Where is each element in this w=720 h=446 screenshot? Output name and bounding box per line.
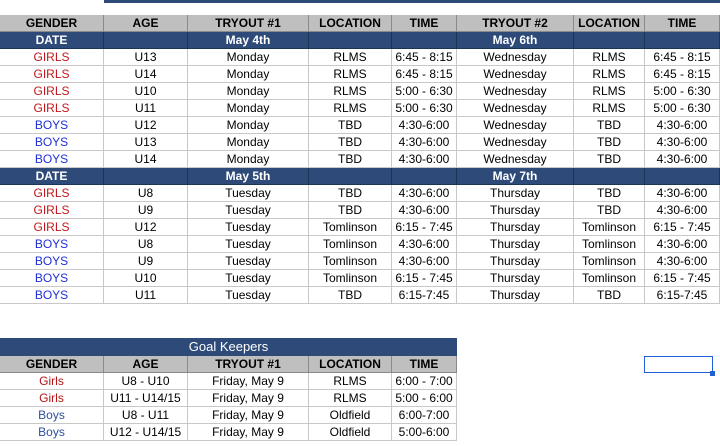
cell-loc[interactable]: Oldfield: [309, 424, 392, 441]
cell-day1[interactable]: Monday: [188, 66, 309, 83]
tryout1-date[interactable]: May 4th: [188, 32, 309, 49]
cell-loc2[interactable]: TBD: [574, 202, 645, 219]
cell-gender[interactable]: Girls: [0, 390, 104, 407]
cell-day1[interactable]: Monday: [188, 117, 309, 134]
cell-time1[interactable]: 4:30-6:00: [392, 151, 457, 168]
cell-gender[interactable]: Boys: [0, 424, 104, 441]
cell-day2[interactable]: Wednesday: [457, 83, 574, 100]
cell-day1[interactable]: Tuesday: [188, 219, 309, 236]
cell-day[interactable]: Friday, May 9: [188, 373, 309, 390]
cell-loc2[interactable]: Tomlinson: [574, 219, 645, 236]
cell-loc[interactable]: RLMS: [309, 390, 392, 407]
cell-time1[interactable]: 4:30-6:00: [392, 185, 457, 202]
cell-time2[interactable]: 4:30-6:00: [645, 151, 720, 168]
cell-age[interactable]: U8 - U10: [104, 373, 188, 390]
cell-age[interactable]: U11 - U14/15: [104, 390, 188, 407]
cell-age[interactable]: U12 - U14/15: [104, 424, 188, 441]
column-header[interactable]: TIME: [392, 356, 457, 373]
tryout1-date[interactable]: May 5th: [188, 168, 309, 185]
cell-loc1[interactable]: Tomlinson: [309, 219, 392, 236]
cell-gender[interactable]: GIRLS: [0, 66, 104, 83]
header-row: [0, 15, 720, 32]
cell-age[interactable]: U11: [104, 100, 188, 117]
cell-day1[interactable]: Monday: [188, 151, 309, 168]
cell-loc1[interactable]: Tomlinson: [309, 253, 392, 270]
cell-loc1[interactable]: Tomlinson: [309, 236, 392, 253]
column-header[interactable]: TRYOUT #1: [188, 15, 309, 32]
cell-gender[interactable]: GIRLS: [0, 100, 104, 117]
tryout2-date[interactable]: May 7th: [457, 168, 574, 185]
cell-gender[interactable]: GIRLS: [0, 202, 104, 219]
table-row: [0, 117, 720, 134]
cell-loc2[interactable]: TBD: [574, 287, 645, 304]
cell-time1[interactable]: 6:45 - 8:15: [392, 49, 457, 66]
cell-time2[interactable]: 6:15-7:45: [645, 287, 720, 304]
cell-loc2[interactable]: RLMS: [574, 66, 645, 83]
band-cell[interactable]: [392, 32, 457, 49]
cell-loc1[interactable]: RLMS: [309, 100, 392, 117]
cell-loc1[interactable]: Tomlinson: [309, 270, 392, 287]
cell-day2[interactable]: Thursday: [457, 185, 574, 202]
cell-age[interactable]: U12: [104, 117, 188, 134]
date-band-row: [0, 168, 720, 185]
column-header[interactable]: GENDER: [0, 15, 104, 32]
cell-day1[interactable]: Tuesday: [188, 287, 309, 304]
cell-gender[interactable]: GIRLS: [0, 49, 104, 66]
cell-time1[interactable]: 4:30-6:00: [392, 253, 457, 270]
cell-loc[interactable]: RLMS: [309, 373, 392, 390]
cell-time1[interactable]: 4:30-6:00: [392, 202, 457, 219]
cell-time2[interactable]: 4:30-6:00: [645, 202, 720, 219]
band-cell[interactable]: [392, 168, 457, 185]
cell-loc2[interactable]: Tomlinson: [574, 236, 645, 253]
cell-day2[interactable]: Wednesday: [457, 134, 574, 151]
band-cell[interactable]: [645, 168, 720, 185]
goalkeepers-row: [0, 407, 720, 424]
cell-time[interactable]: 5:00-6:00: [392, 424, 457, 441]
cell-gender[interactable]: Girls: [0, 373, 104, 390]
table-row: [0, 66, 720, 83]
column-header[interactable]: GENDER: [0, 356, 104, 373]
goalkeepers-title-row: [0, 338, 720, 355]
cell-loc[interactable]: Oldfield: [309, 407, 392, 424]
table-row: [0, 270, 720, 287]
column-header[interactable]: TRYOUT #2: [457, 15, 574, 32]
column-header[interactable]: LOCATION: [309, 15, 392, 32]
cell-time2[interactable]: 6:15 - 7:45: [645, 270, 720, 287]
cell-time2[interactable]: 6:45 - 8:15: [645, 66, 720, 83]
cell-day2[interactable]: Wednesday: [457, 151, 574, 168]
cell-age[interactable]: U8: [104, 236, 188, 253]
cell-day2[interactable]: Thursday: [457, 270, 574, 287]
cell-day2[interactable]: Wednesday: [457, 117, 574, 134]
cell-time1[interactable]: 5:00 - 6:30: [392, 83, 457, 100]
cell-day1[interactable]: Monday: [188, 134, 309, 151]
selected-cell[interactable]: [644, 356, 713, 373]
cell-age[interactable]: U8: [104, 185, 188, 202]
table-row: [0, 49, 720, 66]
cell-time[interactable]: 6:00 - 7:00: [392, 373, 457, 390]
cell-gender[interactable]: Boys: [0, 407, 104, 424]
cell-time2[interactable]: 4:30-6:00: [645, 253, 720, 270]
band-cell[interactable]: [104, 32, 188, 49]
table-row: [0, 151, 720, 168]
cell-gender[interactable]: BOYS: [0, 134, 104, 151]
cell-age[interactable]: U13: [104, 49, 188, 66]
table-row: [0, 287, 720, 304]
cell-time2[interactable]: 5:00 - 6:30: [645, 100, 720, 117]
cell-time1[interactable]: 5:00 - 6:30: [392, 100, 457, 117]
cell-day[interactable]: Friday, May 9: [188, 390, 309, 407]
cell-day[interactable]: Friday, May 9: [188, 407, 309, 424]
column-header[interactable]: TIME: [392, 15, 457, 32]
cell-loc1[interactable]: RLMS: [309, 66, 392, 83]
cell-gender[interactable]: GIRLS: [0, 83, 104, 100]
column-header[interactable]: LOCATION: [574, 15, 645, 32]
cell-day2[interactable]: Wednesday: [457, 49, 574, 66]
cell-loc2[interactable]: RLMS: [574, 100, 645, 117]
cell-time1[interactable]: 6:45 - 8:15: [392, 66, 457, 83]
column-header[interactable]: TRYOUT #1: [188, 356, 309, 373]
cell-gender[interactable]: BOYS: [0, 253, 104, 270]
cell-day2[interactable]: Thursday: [457, 253, 574, 270]
cell-gender[interactable]: BOYS: [0, 236, 104, 253]
cell-time2[interactable]: 4:30-6:00: [645, 236, 720, 253]
cell-day1[interactable]: Monday: [188, 100, 309, 117]
date-label[interactable]: DATE: [0, 32, 104, 49]
cell-age[interactable]: U14: [104, 151, 188, 168]
cell-age[interactable]: U8 - U11: [104, 407, 188, 424]
cell-time1[interactable]: 4:30-6:00: [392, 134, 457, 151]
cell-loc1[interactable]: RLMS: [309, 83, 392, 100]
cell-time2[interactable]: 6:45 - 8:15: [645, 49, 720, 66]
cell-day1[interactable]: Monday: [188, 49, 309, 66]
cell-day2[interactable]: Wednesday: [457, 100, 574, 117]
cell-time2[interactable]: 6:15 - 7:45: [645, 219, 720, 236]
column-header[interactable]: TIME: [645, 15, 720, 32]
table-row: [0, 185, 720, 202]
table-row: [0, 134, 720, 151]
cell-gender[interactable]: BOYS: [0, 117, 104, 134]
band-cell[interactable]: [309, 168, 392, 185]
cell-age[interactable]: U14: [104, 66, 188, 83]
date-label[interactable]: DATE: [0, 168, 104, 185]
band-cell[interactable]: [574, 32, 645, 49]
cell-age[interactable]: U9: [104, 253, 188, 270]
cell-gender[interactable]: BOYS: [0, 270, 104, 287]
cell-day1[interactable]: Tuesday: [188, 253, 309, 270]
cell-day1[interactable]: Tuesday: [188, 236, 309, 253]
cell-day[interactable]: Friday, May 9: [188, 424, 309, 441]
cell-loc2[interactable]: Tomlinson: [574, 253, 645, 270]
cell-loc2[interactable]: TBD: [574, 151, 645, 168]
cell-loc1[interactable]: TBD: [309, 202, 392, 219]
cell-age[interactable]: U11: [104, 287, 188, 304]
cell-age[interactable]: U10: [104, 270, 188, 287]
cell-age[interactable]: U10: [104, 83, 188, 100]
table-row: [0, 100, 720, 117]
column-header[interactable]: LOCATION: [309, 356, 392, 373]
cell-time1[interactable]: 4:30-6:00: [392, 117, 457, 134]
cell-loc2[interactable]: Tomlinson: [574, 270, 645, 287]
cell-time2[interactable]: 4:30-6:00: [645, 185, 720, 202]
table-row: [0, 202, 720, 219]
cell-loc2[interactable]: RLMS: [574, 83, 645, 100]
cell-gender[interactable]: BOYS: [0, 151, 104, 168]
cell-time[interactable]: 6:00-7:00: [392, 407, 457, 424]
cell-day2[interactable]: Thursday: [457, 287, 574, 304]
band-cell[interactable]: [104, 168, 188, 185]
cell-loc2[interactable]: TBD: [574, 134, 645, 151]
band-cell[interactable]: [574, 168, 645, 185]
table-row: [0, 253, 720, 270]
cell-time2[interactable]: 5:00 - 6:30: [645, 83, 720, 100]
cell-time1[interactable]: 6:15-7:45: [392, 287, 457, 304]
band-cell[interactable]: [309, 32, 392, 49]
goalkeepers-title[interactable]: Goal Keepers: [0, 338, 457, 356]
band-cell[interactable]: [645, 32, 720, 49]
cell-time2[interactable]: 4:30-6:00: [645, 117, 720, 134]
cell-time1[interactable]: 6:15 - 7:45: [392, 270, 457, 287]
cell-day1[interactable]: Monday: [188, 83, 309, 100]
header-top-bar: [188, 0, 720, 3]
date-band-row: [0, 32, 720, 49]
cell-loc2[interactable]: TBD: [574, 117, 645, 134]
cell-loc1[interactable]: TBD: [309, 151, 392, 168]
cell-time[interactable]: 5:00 - 6:00: [392, 390, 457, 407]
table-row: [0, 219, 720, 236]
cell-day2[interactable]: Wednesday: [457, 66, 574, 83]
cell-age[interactable]: U9: [104, 202, 188, 219]
column-header[interactable]: AGE: [104, 356, 188, 373]
cell-day1[interactable]: Tuesday: [188, 270, 309, 287]
cell-day1[interactable]: Tuesday: [188, 185, 309, 202]
cell-day2[interactable]: Thursday: [457, 219, 574, 236]
cell-loc1[interactable]: TBD: [309, 287, 392, 304]
cell-loc1[interactable]: TBD: [309, 134, 392, 151]
cell-age[interactable]: U12: [104, 219, 188, 236]
table-row: [0, 236, 720, 253]
column-header[interactable]: AGE: [104, 15, 188, 32]
cell-day1[interactable]: Tuesday: [188, 202, 309, 219]
cell-age[interactable]: U13: [104, 134, 188, 151]
cell-loc2[interactable]: RLMS: [574, 49, 645, 66]
goalkeepers-row: [0, 424, 720, 441]
goalkeepers-row: [0, 390, 720, 407]
cell-gender[interactable]: GIRLS: [0, 185, 104, 202]
cell-time1[interactable]: 4:30-6:00: [392, 236, 457, 253]
cell-day2[interactable]: Thursday: [457, 236, 574, 253]
cell-loc1[interactable]: RLMS: [309, 49, 392, 66]
tryout2-date[interactable]: May 6th: [457, 32, 574, 49]
cell-loc1[interactable]: TBD: [309, 117, 392, 134]
cell-time1[interactable]: 6:15 - 7:45: [392, 219, 457, 236]
table-row: [0, 83, 720, 100]
cell-gender[interactable]: GIRLS: [0, 219, 104, 236]
cell-day2[interactable]: Thursday: [457, 202, 574, 219]
header-top-bar: [104, 0, 188, 3]
cell-gender[interactable]: BOYS: [0, 287, 104, 304]
cell-time2[interactable]: 4:30-6:00: [645, 134, 720, 151]
fill-handle[interactable]: [710, 371, 715, 376]
cell-loc1[interactable]: TBD: [309, 185, 392, 202]
goalkeepers-row: [0, 373, 720, 390]
goalkeepers-header-row: [0, 356, 720, 373]
cell-loc2[interactable]: TBD: [574, 185, 645, 202]
